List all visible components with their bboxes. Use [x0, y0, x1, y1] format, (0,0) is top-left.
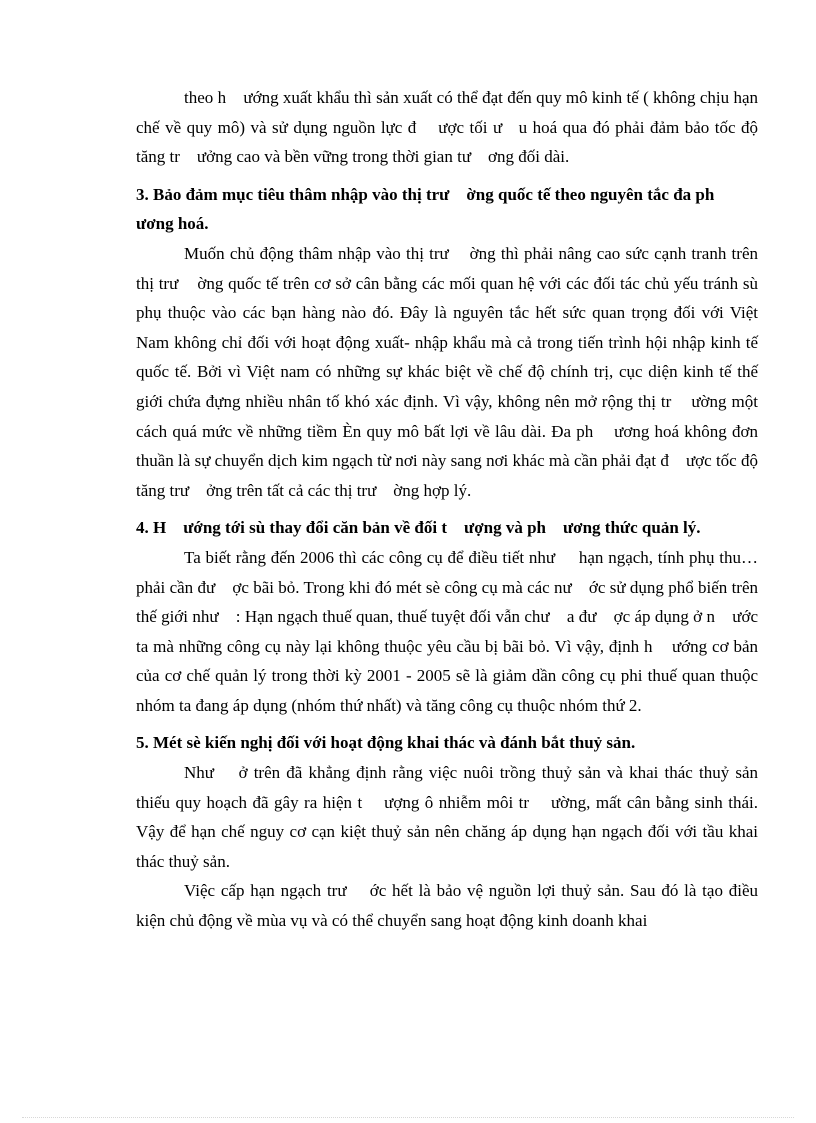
paragraph-management-tools: Ta biết rằng đến 2006 thì các công cụ để điều tiết như hạn ngạch, tính phụ thu… phải cần đư ợc bãi bỏ. Trong khi đó mét sè công cụ mà các nư ớc sử dụng phổ biến trên thế giới như : Hạn ngạch thuế quan, thuế tuyệt đối vẫn chư a đư ợc áp dụng ở n ước ta mà những công cụ này lại không thuộc yêu cầu bị bãi bỏ. Vì vậy, định h ướng cơ bản của cơ chế quản lý trong thời kỳ 2001 - 2005 sẽ là giảm dần công cụ phi thuế quan thuộc nhóm ta đang áp dụng (nhóm thứ nhất) và tăng công cụ thuộc nhóm thứ 2.	[136, 547, 763, 715]
document-page	[136, 83, 763, 936]
heading-section-3: 3. Bảo đảm mục tiêu thâm nhập vào thị trư ờng quốc tế theo nguyên tắc đa ph ương hoá.	[136, 184, 732, 234]
paragraph-fishery-quota: Như ở trên đã khẳng định rằng việc nuôi trồng thuỷ sản và khai thác thuỷ sản thiếu quy hoạch đã gây ra hiện t ượng ô nhiễm môi tr ường, mất cân bằng sinh thái. Vậy để hạn chế nguy cơ cạn kiệt thuỷ sản nên chăng áp dụng hạn ngạch đối với tầu khai thác thuỷ sản.	[136, 763, 763, 871]
heading-section-4: 4. H ướng tới sù thay đổi căn bản về đối t ượng và ph ương thức quản lý.	[136, 518, 701, 538]
page-bottom-divider	[22, 1117, 794, 1118]
paragraph-market-penetration: Muốn chủ động thâm nhập vào thị trư ờng thì phải nâng cao sức cạnh tranh trên thị trư ờng quốc tế trên cơ sở cân bằng các mối quan hệ với các đối tác chủ yếu tránh sù phụ thuộc vào các bạn hàng nào đó. Đây là nguyên tắc hết sức quan trọng đối với Việt Nam không chỉ đối với hoạt động xuất- nhập khẩu mà cả trong tiến trình hội nhập kinh tế quốc tế. Bởi vì Việt nam có những sự khác biệt về chế độ chính trị, cục diện kinh tế thế giới chứa đựng nhiều nhân tố khó xác định. Vì vậy, không nên mở rộng thị tr ường một cách quá mức về những tiềm Èn quy mô bất lợi về lâu dài. Đa ph ương hoá không đơn thuần là sự chuyển dịch kim ngạch từ nơi này sang nơi khác mà cần phải đạt đ ược tốc độ tăng trư ởng trên tất cả các thị trư ờng hợp lý.	[136, 243, 763, 500]
paragraph-export-orientation: theo h ướng xuất khẩu thì sản xuất có thể đạt đến quy mô kinh tế ( không chịu hạn chế về quy mô) và sử dụng nguồn lực đ ược tối ư u hoá qua đó phải đảm bảo tốc độ tăng tr ưởng cao và bền vững trong thời gian tư ơng đối dài.	[136, 88, 763, 167]
heading-section-5: 5. Mét sè kiến nghị đối với hoạt động khai thác và đánh bắt thuỷ sản.	[136, 733, 636, 753]
paragraph-quota-allocation: Việc cấp hạn ngạch trư ớc hết là bảo vệ nguồn lợi thuỷ sản. Sau đó là tạo điều kiện chủ động về mùa vụ và có thể chuyển sang hoạt động kinh doanh khai	[136, 881, 763, 931]
